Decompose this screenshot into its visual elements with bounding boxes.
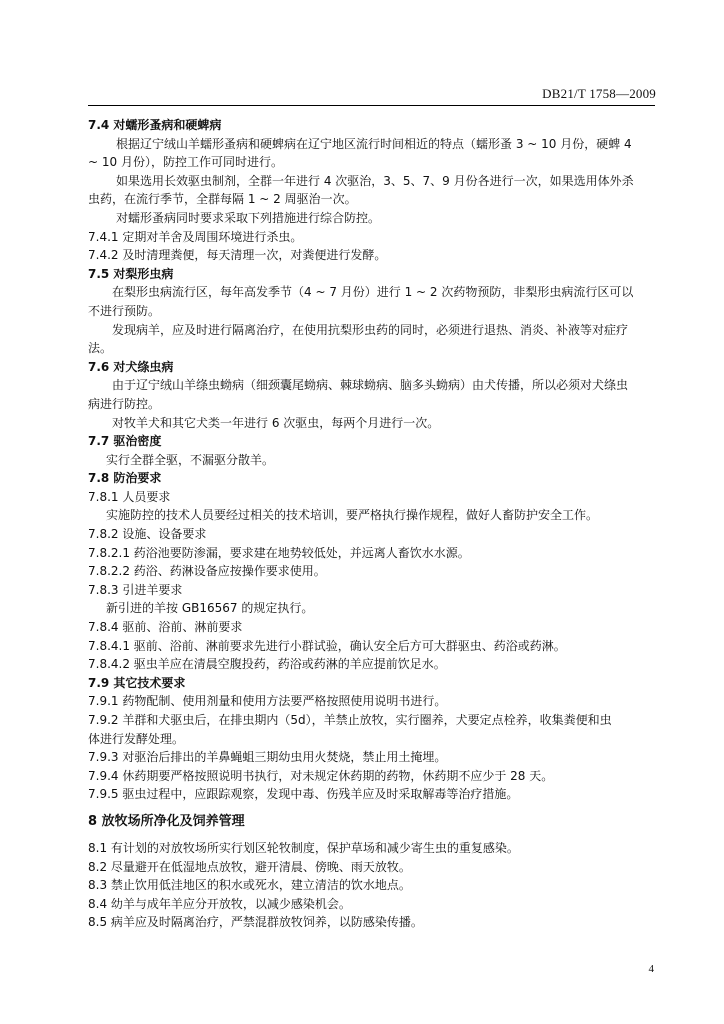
paragraph-line: 对蠕形蚤病同时要求采取下列措施进行综合防控。 (116, 210, 381, 225)
paragraph-line: 7.8.2 设施、设备要求 (88, 527, 207, 542)
paragraph-line: 7.9.4 休药期要严格按照说明书执行，对未规定休药期的药物，休药期不应少于 28 天。 (88, 768, 554, 783)
section-heading: 7.9 其它技术要求 (88, 675, 186, 690)
paragraph-line: 对牧羊犬和其它犬类一年进行 6 次驱虫，每两个月进行一次。 (112, 415, 440, 430)
paragraph-line: 8.5 病羊应及时隔离治疗，严禁混群放牧饲养，以防感染传播。 (88, 915, 423, 930)
paragraph-line: 7.8.4.2 驱虫羊应在清晨空腹投药，药浴或药淋的羊应提前饮足水。 (88, 657, 446, 672)
paragraph-line: 虫药，在流行季节，全群每隔 1 ~ 2 周驱治一次。 (88, 192, 357, 207)
paragraph-line: ~ 10 月份），防控工作可同时进行。 (88, 155, 283, 170)
paragraph-line: 7.4.1 定期对羊舍及周围环境进行杀虫。 (88, 229, 303, 244)
paragraph-line: 体进行发酵处理。 (88, 731, 185, 746)
paragraph-line: 7.8.4.1 驱前、浴前、淋前要求先进行小群试验，确认安全后方可大群驱虫、药浴或药淋。 (88, 638, 566, 653)
paragraph-line: 在梨形虫病流行区，每年高发季节（4 ~ 7 月份）进行 1 ~ 2 次药物预防，非梨形虫病流行区可以 (112, 285, 634, 300)
paragraph-line: 7.9.3 对驱治后排出的羊鼻蝇蛆三期幼虫用火焚烧，禁止用土掩埋。 (88, 750, 447, 765)
paragraph-line: 根据辽宁绒山羊蠕形蚤病和硬蜱病在辽宁地区流行时间相近的特点（蠕形蚤 3 ~ 10 月份，硬蜱 4 (116, 136, 632, 151)
paragraph-line: 7.4.2 及时清理粪便，每天清理一次，对粪便进行发酵。 (88, 248, 387, 263)
paragraph-line: 8.4 幼羊与成年羊应分开放牧，以减少感染机会。 (88, 896, 351, 911)
paragraph-line: 实行全群全驱，不漏驱分散羊。 (106, 452, 275, 467)
paragraph-line: 7.9.5 驱虫过程中，应跟踪观察，发现中毒、伤残羊应及时采取解毒等治疗措施。 (88, 787, 519, 802)
paragraph-line: 实施防控的技术人员要经过相关的技术培训，要严格执行操作规程，做好人畜防护安全工作。 (106, 508, 599, 523)
section-heading: 7.8 防治要求 (88, 471, 162, 486)
section-heading: 7.7 驱治密度 (88, 434, 162, 449)
section-heading: 7.5 对梨形虫病 (88, 266, 174, 281)
paragraph-line: 8.1 有计划的对放牧场所实行划区轮牧制度，保护草场和减少寄生虫的重复感染。 (88, 840, 519, 855)
paragraph-line: 8.2 尽量避开在低湿地点放牧，避开清晨、傍晚、雨天放牧。 (88, 859, 411, 874)
header-rule (88, 105, 655, 106)
page-number: 4 (648, 963, 654, 975)
paragraph-line: 法。 (88, 341, 113, 356)
paragraph-line: 7.9.2 羊群和犬驱虫后，在排虫期内（5d），羊禁止放牧，实行圈养，犬要定点栓养，收集粪便和虫 (88, 713, 612, 727)
section-gap (88, 804, 658, 812)
section-heading: 7.4 对蠕形蚤病和硬蜱病 (88, 118, 222, 132)
paragraph-line: 新引进的羊按 GB16567 的规定执行。 (106, 601, 314, 616)
paragraph-line: 7.9.1 药物配制、使用剂量和使用方法要严格按照使用说明书进行。 (88, 694, 447, 709)
paragraph-line: 不进行预防。 (88, 303, 161, 318)
paragraph-line: 7.8.2.2 药浴、药淋设备应按操作要求使用。 (88, 564, 326, 579)
section-gap (88, 831, 658, 839)
paragraph-line: 病进行防控。 (88, 396, 161, 411)
paragraph-line: 发现病羊，应及时进行隔离治疗，在使用抗梨形虫药的同时，必须进行退热、消炎、补液等对症疗 (112, 322, 629, 337)
chapter-heading: 8 放牧场所净化及饲养管理 (88, 813, 245, 829)
section-heading: 7.6 对犬绦虫病 (88, 359, 174, 374)
paragraph-line: 由于辽宁绒山羊绦虫蚴病（细颈囊尾蚴病、棘球蚴病、脑多头蚴病）由犬传播，所以必须对犬绦虫 (112, 378, 629, 393)
paragraph-line: 7.8.4 驱前、浴前、淋前要求 (88, 620, 243, 635)
paragraph-line: 如果选用长效驱虫制剂，全群一年进行 4 次驱治，3、5、7、9 月份各进行一次，如果选用体外杀 (116, 173, 634, 188)
paragraph-line: 8.3 禁止饮用低洼地区的积水或死水，建立清洁的饮水地点。 (88, 878, 411, 893)
paragraph-line: 7.8.2.1 药浴池要防渗漏，要求建在地势较低处，并远离人畜饮水水源。 (88, 545, 470, 560)
document-code-header: DB21/T 1758—2009 (542, 86, 656, 101)
document-body (88, 116, 658, 932)
paragraph-line: 7.8.1 人员要求 (88, 489, 171, 504)
paragraph-line: 7.8.3 引进羊要求 (88, 582, 183, 597)
